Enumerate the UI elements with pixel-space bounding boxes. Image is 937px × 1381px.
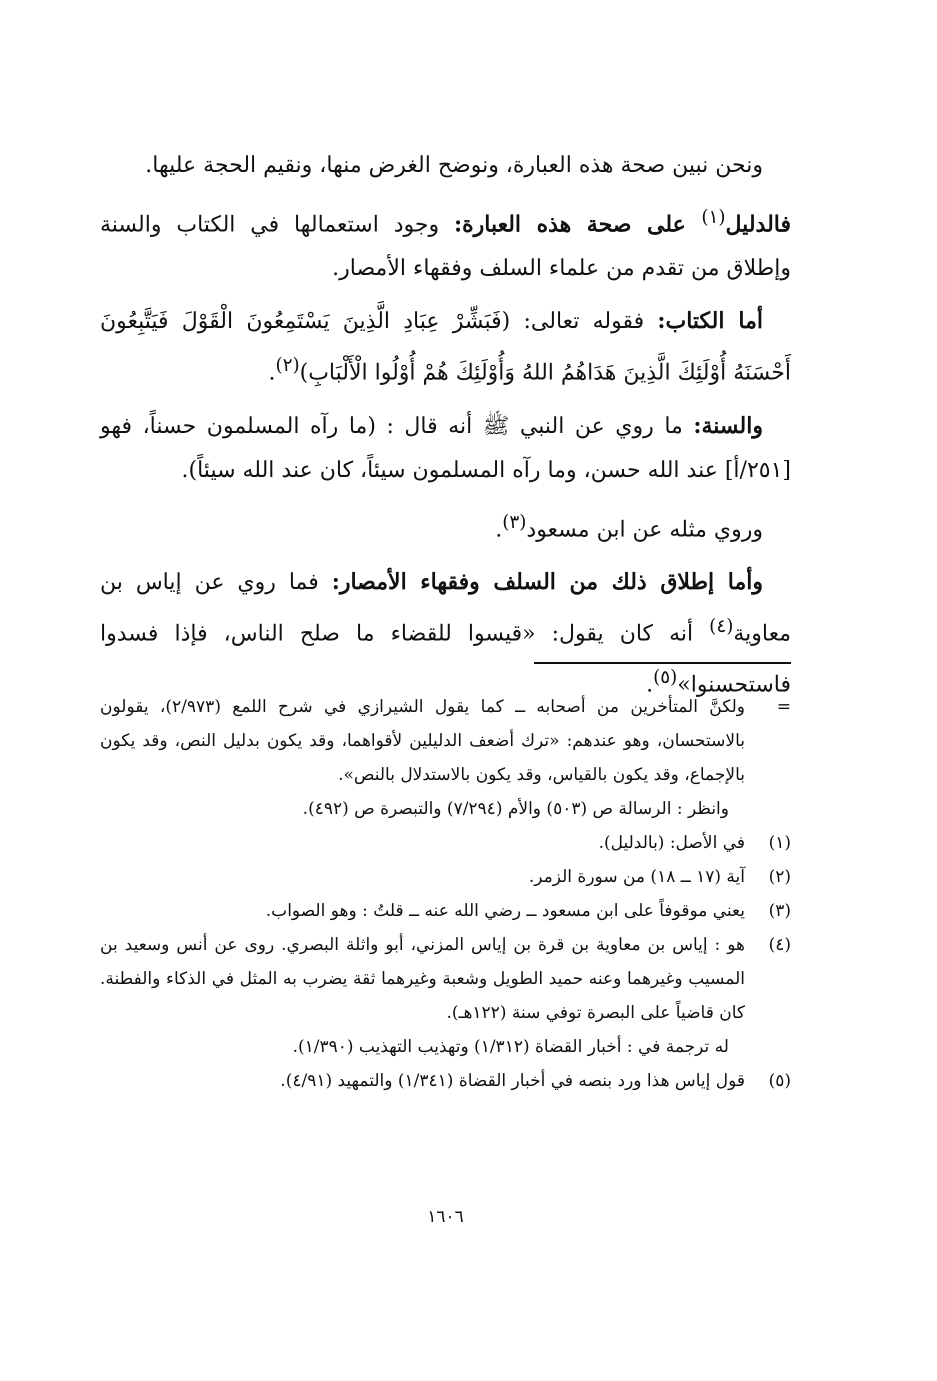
footnote-ref-2[interactable]: (٢)	[275, 355, 300, 377]
footnote-4-reference: له ترجمة في : أخبار القضاة (١/٣١٢) وتهذيب التهذيب (١/٣٩٠).	[292, 1037, 729, 1057]
paragraph-evidence	[100, 196, 791, 291]
footnote-ref-1[interactable]: (١)	[701, 207, 726, 228]
footnote-2-marker: (٢)	[768, 867, 791, 887]
continuation-reference: وانظر : الرسالة ص (٥٠٣) والأم (٧/٢٩٤) والتبصرة ص (٤٩٢).	[302, 799, 729, 819]
paragraph-intro	[100, 144, 791, 188]
salaf-end: .	[646, 672, 654, 698]
salaf-heading: وأما إطلاق ذلك من السلف وفقهاء الأمصار:	[331, 568, 763, 595]
sunnah-text: ما روي عن النبي ﷺ أنه قال : (ما رآه المسلمون حسناً، فهو [٢٥١/أ] عند الله حسن، وما رآه المسلمون سيئاً، كان عند الله سيئاً).	[100, 413, 791, 483]
quran-end: .	[268, 360, 276, 386]
footnote-2-text: آية (١٧ ــ ١٨) من سورة الزمر.	[528, 867, 745, 887]
ibn-masud-end: .	[495, 516, 503, 542]
footnote-separator	[534, 662, 791, 664]
footnote-4	[100, 928, 791, 1030]
quran-text: فقوله تعالى: (فَبَشِّرْ عِبَادِ الَّذِينَ يَسْتَمِعُونَ الْقَوْلَ فَيَتَّبِعُونَ أَحْسَنَهُ أُوْلَئِكَ الَّذِينَ هَدَاهُمُ اللهُ وَأُوْلَئِكَ هُمْ أُوْلُوا الْأَلْبَابِ)	[100, 309, 791, 386]
paragraph-ibn-masud	[100, 501, 791, 552]
footnotes	[100, 690, 791, 1098]
page-number: ١٦٠٦	[427, 1207, 464, 1227]
paragraph-quran	[100, 299, 791, 395]
main-text	[100, 144, 791, 716]
footnote-1-marker: (١)	[768, 833, 791, 853]
quran-heading: أما الكتاب:	[657, 308, 763, 335]
footnote-ref-3[interactable]: (٣)	[502, 511, 527, 533]
footnote-ref-4[interactable]: (٤)	[709, 615, 734, 637]
continuation-marker: =	[776, 697, 791, 717]
paragraph-sunnah	[100, 404, 791, 493]
footnote-4-marker: (٤)	[768, 935, 791, 955]
book-page	[100, 0, 791, 1381]
footnote-3-marker: (٣)	[768, 901, 791, 921]
footnote-3-text: يعني موقوفاً على ابن مسعود ــ رضي الله عنه ــ قلتُ : وهو الصواب.	[265, 901, 745, 921]
salaf-quote: أنه كان يقول: «قيسوا للقضاء ما صلح الناس، فإذا فسدوا فاستحسنوا»	[100, 621, 791, 698]
footnote-5-text: قول إياس هذا ورد بنصه في أخبار القضاة (١/٣٤١) والتمهيد (٤/٩١).	[280, 1071, 745, 1091]
footnote-3	[100, 894, 791, 928]
footnote-1	[100, 826, 791, 860]
evidence-text: وجود استعمالها في الكتاب والسنة وإطلاق من تقدم من علماء السلف وفقهاء الأمصار.	[100, 212, 791, 282]
footnote-5-marker: (٥)	[768, 1071, 791, 1091]
footnote-4-text: هو : إياس بن معاوية بن قرة بن إياس المزني، أبو واثلة البصري. روى عن أنس وسعيد بن المسيب وغيرهما وعنه حميد الطويل وشعبة وغيرهما ثقة يضرب به المثل في الذكاء والفطنة. كان قاضياً على البصرة توفي سنة (١٢٢هـ).	[100, 935, 745, 1023]
footnote-ref-5[interactable]: (٥)	[653, 667, 678, 689]
paragraph-intro-text: ونحن نبين صحة هذه العبارة، ونوضح الغرض منها، ونقيم الحجة عليها.	[145, 153, 763, 178]
ibn-masud-text: وروي مثله عن ابن مسعود	[526, 516, 763, 542]
evidence-heading: فالدليل	[725, 211, 791, 238]
salaf-text: فما روي عن إياس بن معاوية	[100, 569, 791, 647]
evidence-heading-rest: على صحة هذه العبارة:	[453, 211, 702, 238]
sunnah-heading: والسنة:	[693, 412, 763, 439]
continuation-text: ولكنَّ المتأخرين من أصحابه ــ كما يقول الشيرازي في شرح اللمع (٢/٩٧٣)، يقولون بالاستحسان، وهو عندهم: «ترك أضعف الدليلين لأقواهما، وقد يكون بدليل النص، وقد يكون بالإجماع، وقد يكون بالقياس، وقد يكون بالاستدلال بالنص».	[100, 697, 745, 785]
footnote-2	[100, 860, 791, 894]
paragraph-salaf	[100, 560, 791, 708]
footnote-5	[100, 1064, 791, 1098]
footnote-1-text: في الأصل: (بالدليل).	[598, 833, 745, 853]
footnote-continuation	[100, 690, 791, 792]
